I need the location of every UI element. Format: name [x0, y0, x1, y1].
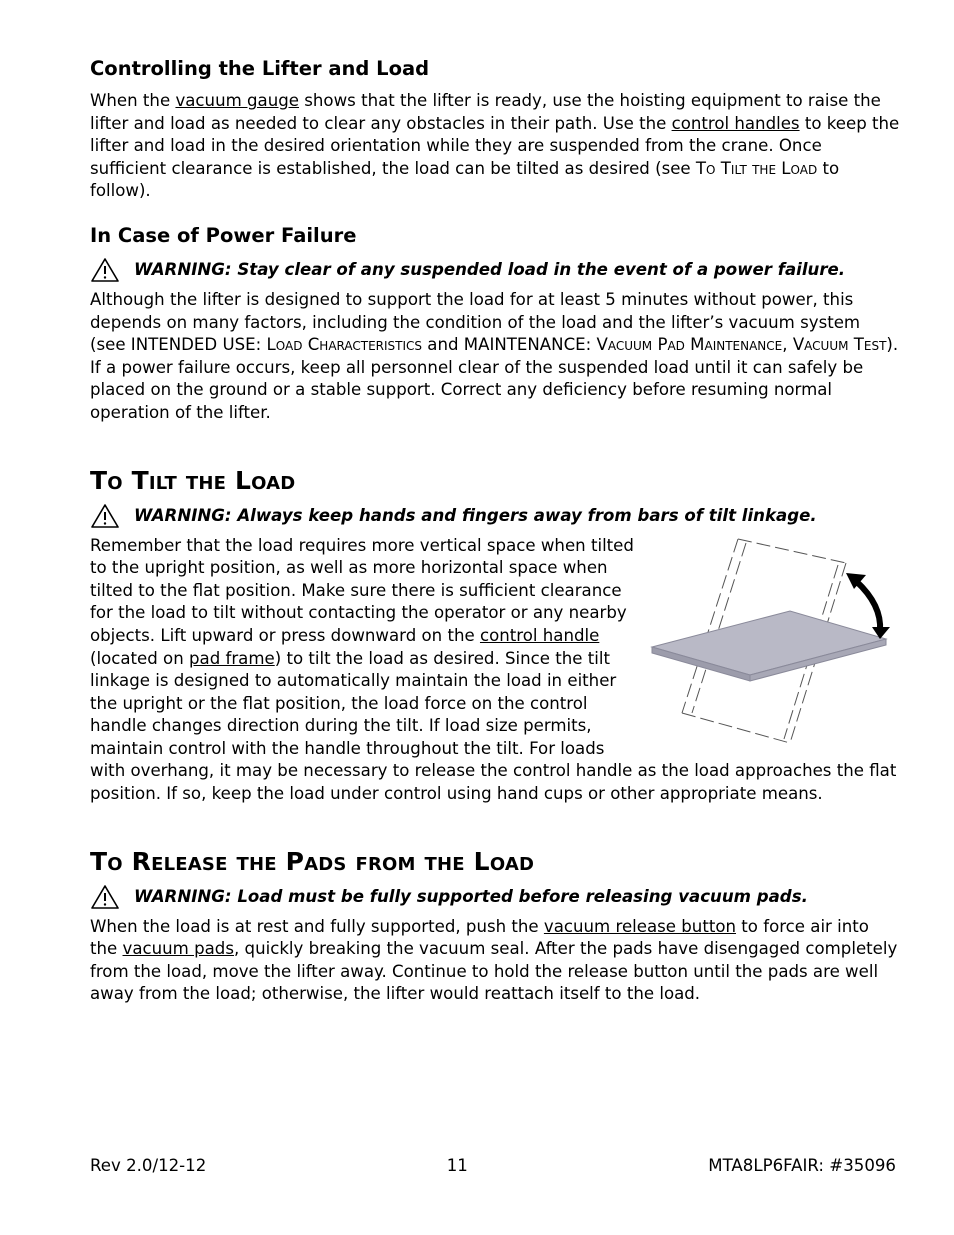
warning-tilt: WARNING: Always keep hands and fingers away from bars of tilt linkage. [90, 503, 900, 529]
tilt-load-diagram [650, 535, 900, 749]
paragraph-tilt: Remember that the load requires more vertical space when tilted to the upright position, as well as more horizontal space when tilted to the flat position. Make sure there is sufficient clearance for the load to tilt without contacting the operator or any nearby objects. Lift upward or press downward on the control handle (located on pad frame) to tilt the load as desired. Since the tilt linkage is designed to automatically maintain the load in either the upright or the flat position, the load force on the control handle changes direction during the tilt. If load size permits, maintain control with the handle throughout the tilt. For loads with overhang, it may be necessary to release the control handle as the load approaches the flat position. If so, keep the load under control using hand cups or other appropriate means. [90, 535, 897, 804]
warning-triangle-icon [90, 503, 120, 529]
warning-triangle-icon [90, 884, 120, 910]
section-heading-tilt: To Tilt the Load [90, 465, 296, 495]
page-content [90, 56, 900, 1006]
paragraph-power-failure: Although the lifter is designed to support the load for at least 5 minutes without power, this depends on many factors, including the condition of the load and the lifter’s vacuum system (see INTENDED USE: Load Characteristics and MAINTENANCE: Vacuum Pad Maintenance, Vacuum Test). If a power failure occurs, keep all personnel clear of the suspended load until it can safely be placed on the ground or a stable support. Correct any deficiency before resuming normal operation of the lifter. [90, 289, 899, 422]
link-pad-frame[interactable]: pad frame [189, 648, 275, 668]
link-control-handles[interactable]: control handles [671, 113, 800, 133]
link-vacuum-gauge[interactable]: vacuum gauge [175, 91, 299, 110]
link-vacuum-pads[interactable]: vacuum pads [122, 939, 234, 959]
warning-triangle-icon [90, 257, 120, 283]
paragraph-controlling: When the vacuum gauge shows that the lifter is ready, use the hoisting equipment to raise the lifter and load as needed to clear any obstacles in their path. Use the control handles to keep the lifter and load in the desired orientation while they are suspended from the crane. Once sufficient clearance is established, the load can be tilted as desired (see To Tilt the Load to follow). [90, 91, 900, 201]
link-vacuum-release-button[interactable]: vacuum release button [543, 916, 737, 936]
footer-revision: Rev 2.0/12-12 [90, 1156, 207, 1175]
warning-release: WARNING: Load must be fully supported before releasing vacuum pads. [90, 884, 900, 910]
link-control-handle[interactable]: control handle [479, 625, 600, 645]
ref-tilt-load: To Tilt the Load [695, 158, 818, 178]
paragraph-release: When the load is at rest and fully supported, push the vacuum release button to force air into the vacuum pads, quickly breaking the vacuum seal. After the pads have disengaged completely from the load, move the lifter away. Continue to hold the release button until the pads are well away from the load; otherwise, the lifter would reattach itself to the load. [90, 916, 898, 1004]
warning-power-failure: WARNING: Stay clear of any suspended load in the event of a power failure. [90, 257, 900, 283]
footer-page-number: 11 [446, 1156, 468, 1175]
section-heading-controlling: Controlling the Lifter and Load [90, 57, 430, 80]
page-footer [90, 1156, 896, 1175]
section-heading-power-failure: In Case of Power Failure [90, 223, 357, 247]
footer-model: MTA8LP6FAIR: #35096 [708, 1156, 896, 1175]
section-heading-release: To Release the Pads from the Load [90, 846, 535, 876]
